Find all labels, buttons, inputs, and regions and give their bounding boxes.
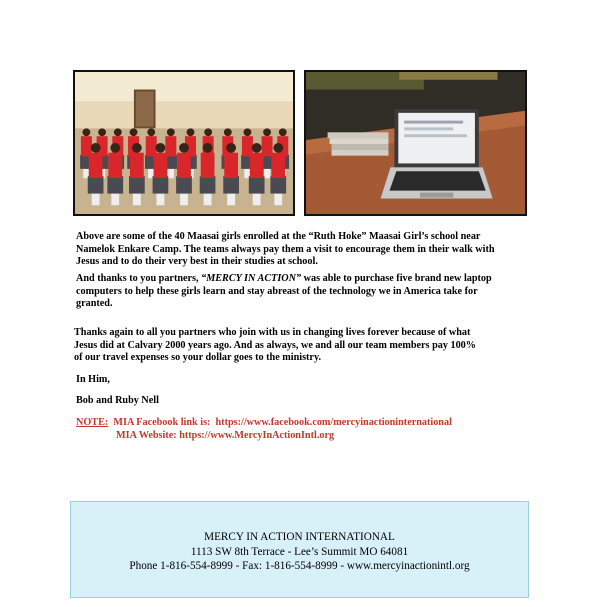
decorative-figure [130,153,144,178]
paragraph-laptops: And thanks to you partners, “MERCY IN ACTION” was able to purchase five brand new laptop computers to help these girls learn and stay abreast of the technology we in America take for granted. [76,273,492,309]
decorative-figure [223,176,239,194]
decorative-figure [91,143,101,153]
footer-contact-box [70,501,529,598]
decorative-figure [82,128,90,136]
decorative-figure [273,143,283,153]
photo-laptop [304,70,527,216]
decorative-figure [114,128,122,136]
decorative-figure [167,128,175,136]
decorative-figure [249,176,265,194]
decorative-figure [224,153,238,178]
decorative-figure [263,128,271,136]
decorative-figure [270,176,286,194]
note-label: NOTE: [76,417,109,428]
decorative-figure [274,194,282,206]
decorative-figure [110,143,120,153]
decorative-figure [157,194,165,206]
decorative-figure [179,143,189,153]
decorative-figure [153,176,169,194]
decorative-figure [147,128,155,136]
decorative-figure [156,143,166,153]
decorative-figure [204,128,212,136]
decorative-figure [200,176,216,194]
paragraph-maasai-girls: Above are some of the 40 Maasai girls enrolled at the “Ruth Hoke” Maasai Girl’s school near Namelok Enkare Camp. The teams always pay them a visit to encourage them in their walk with Jesus and to do their very best in their studies at school. [76,231,495,267]
decorative-figure [168,169,174,178]
decorative-figure [279,128,287,136]
decorative-figure [133,194,141,206]
decorative-figure [107,176,123,194]
decorative-figure [132,143,142,153]
decorative-figure [176,176,192,194]
footer-org-name: MERCY IN ACTION INTERNATIONAL [204,531,395,543]
decorative-figure [227,194,235,206]
decorative-figure [264,169,270,178]
decorative-figure [201,153,215,178]
decorative-figure [250,153,264,178]
decorative-figure [244,128,252,136]
signature-names: Bob and Ruby Nell [76,395,159,406]
signoff: In Him, [76,374,110,385]
decorative-figure [226,143,236,153]
decorative-figure [92,194,100,206]
decorative-figure [204,194,212,206]
footer-address: 1113 SW 8th Terrace - Lee’s Summit MO 64081 [190,545,409,558]
decorative-figure [187,128,195,136]
decorative-figure [89,153,103,178]
decorative-figure [88,176,104,194]
website-link[interactable]: MIA Website: https://www.MercyInActionIntl.org [116,429,335,441]
facebook-link[interactable]: MIA Facebook link is: https://www.facebook.com/mercyinactioninternational [108,417,452,428]
decorative-figure [130,128,138,136]
decorative-figure [111,194,119,206]
decorative-figure [180,194,188,206]
decorative-figure [271,153,285,178]
decorative-figure [177,153,191,178]
decorative-figure [154,153,168,178]
decorative-figure [253,194,261,206]
decorative-figure [252,143,262,153]
decorative-figure [98,128,106,136]
organization-name: “MERCY IN ACTION” [201,273,302,284]
decorative-figure [203,143,213,153]
photo-maasai-girls [73,70,295,216]
note-section [76,417,536,442]
paragraph-thanks: Thanks again to all you partners who join with us in changing lives forever because of what Jesus did at Calvary 2000 years ago. And as always, we and all our team members pay 100% of our travel expenses so your dollar goes to the ministry. [74,327,476,363]
decorative-figure [224,128,232,136]
decorative-figure [129,176,145,194]
decorative-figure [108,153,122,178]
footer-contact: Phone 1-816-554-8999 - Fax: 1-816-554-8999 - www.mercyinactionintl.org [129,560,470,572]
